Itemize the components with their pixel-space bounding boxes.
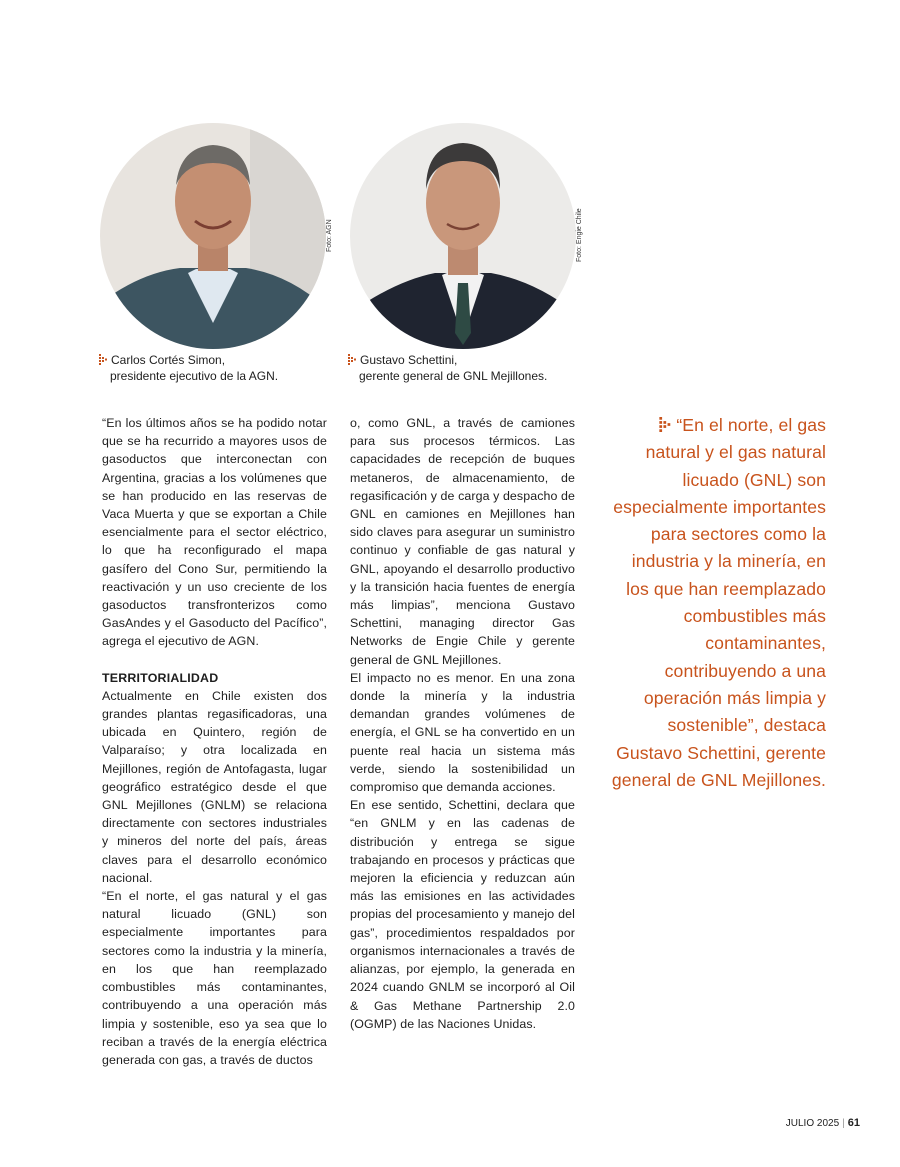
page-footer xyxy=(786,1117,860,1129)
portrait-gustavo-schettini xyxy=(350,123,576,349)
section-heading: TERRITORIALIDAD xyxy=(102,670,219,685)
photo-caption xyxy=(348,353,547,384)
caption-name: Carlos Cortés Simon, xyxy=(111,353,226,367)
body-paragraph: “En los últimos años se ha podido notar que se ha recurrido a mayores usos de gasoductos que interconectan con Argentina, gracias a los volúmenes que se han producido en las reservas de Vaca Muerta y que se exportan a Chile esencialmente para el sector eléctrico, lo que ha reconfigurado el mapa gasífero del Cono Sur, permitiendo la reactivación y un uso creciente de los gasoductos transfronterizos como GasAndes y el Gasoducto del Pacífico”, agrega el ejecutivo de AGN. xyxy=(102,416,327,649)
photo-credit: Foto: Engie Chile xyxy=(576,208,583,262)
caption-name-line xyxy=(99,353,278,369)
dots-bullet-icon xyxy=(659,417,672,432)
dots-bullet-icon xyxy=(99,354,108,365)
body-paragraph: El impacto no es menor. En una zona donde la minería y la industria demandan grandes volúmenes de energía, el GNL se ha convertido en un puente real hacia un sistema más verde, siendo la sostenibilidad un compromiso que demanda acciones. xyxy=(350,670,575,795)
caption-name-line xyxy=(348,353,547,369)
footer-separator: | xyxy=(842,1118,845,1129)
page-number: 61 xyxy=(847,1117,860,1129)
body-paragraph: En ese sentido, Schettini, declara que “en GNLM y en las cadenas de distribución y entrega se sigue trabajando en procesos y prácticas que mejoren la eficiencia y reduzcan aún más las emisiones en las actividades propias del procesamiento y manejo del gas”, procedimientos respaldados por organismos internacionales a través de alianzas, por ejemplo, la generada en 2024 cuando GNLM se incorporó al Oil & Gas Methane Partnership 2.0 (OGMP) de las Naciones Unidas. xyxy=(350,798,575,1031)
article-column-1 xyxy=(102,414,327,1069)
pull-quote xyxy=(610,412,826,794)
portrait-carlos-cortes xyxy=(100,123,326,349)
dots-bullet-icon xyxy=(348,354,357,365)
body-paragraph: “En el norte, el gas natural y el gas natural licuado (GNL) son especialmente importantes para sectores como la industria y la minería, en los que han reemplazado combustibles más contaminantes, contribuyendo a una operación más limpia y sostenible, eso ya sea que lo reciban a través de la energía eléctrica generada con gas, a través de ductos xyxy=(102,889,327,1067)
issue-date: JULIO 2025 xyxy=(785,1118,840,1129)
caption-role: presidente ejecutivo de la AGN. xyxy=(110,368,279,383)
pull-quote-text: “En el norte, el gas natural y el gas natural licuado (GNL) son especialmente importantes para sectores como la industria y la minería, en los que han reemplazado combustibles más contaminantes, contribuyendo a una operación más limpia y sostenible”, destaca Gustavo Schettini, gerente general de GNL Mejillones. xyxy=(611,415,826,790)
caption-name: Gustavo Schettini, xyxy=(360,353,458,367)
article-column-2 xyxy=(350,414,575,1033)
portrait-image xyxy=(100,123,326,349)
body-paragraph: Actualmente en Chile existen dos grandes plantas regasificadoras, una ubicada en Quintero, región de Valparaíso; y otra localizada en Mejillones, región de Antofagasta, lugar geográfico estratégico desde el que GNL Mejillones (GNLM) se relaciona directamente con sectores industriales y mineros del norte del país, áreas claves para el desarrollo económico nacional. xyxy=(102,688,327,885)
body-paragraph: o, como GNL, a través de camiones para sus procesos térmicos. Las capacidades de recepción de buques metaneros, de almacenamiento, de regasificación y de carga y despacho de GNL en camiones en Mejillones han sido claves para asegurar un suministro continuo y confiable de gas natural y GNL, apoyando el desarrollo productivo y la transición hacia fuentes de energía más limpias”, menciona Gustavo Schettini, managing director Gas Networks de Engie Chile y gerente general de GNL Mejillones. xyxy=(350,416,576,667)
portrait-image xyxy=(350,123,576,349)
photo-credit: Foto: AGN xyxy=(326,219,333,252)
photo-caption xyxy=(99,353,278,384)
caption-role: gerente general de GNL Mejillones. xyxy=(359,368,548,383)
